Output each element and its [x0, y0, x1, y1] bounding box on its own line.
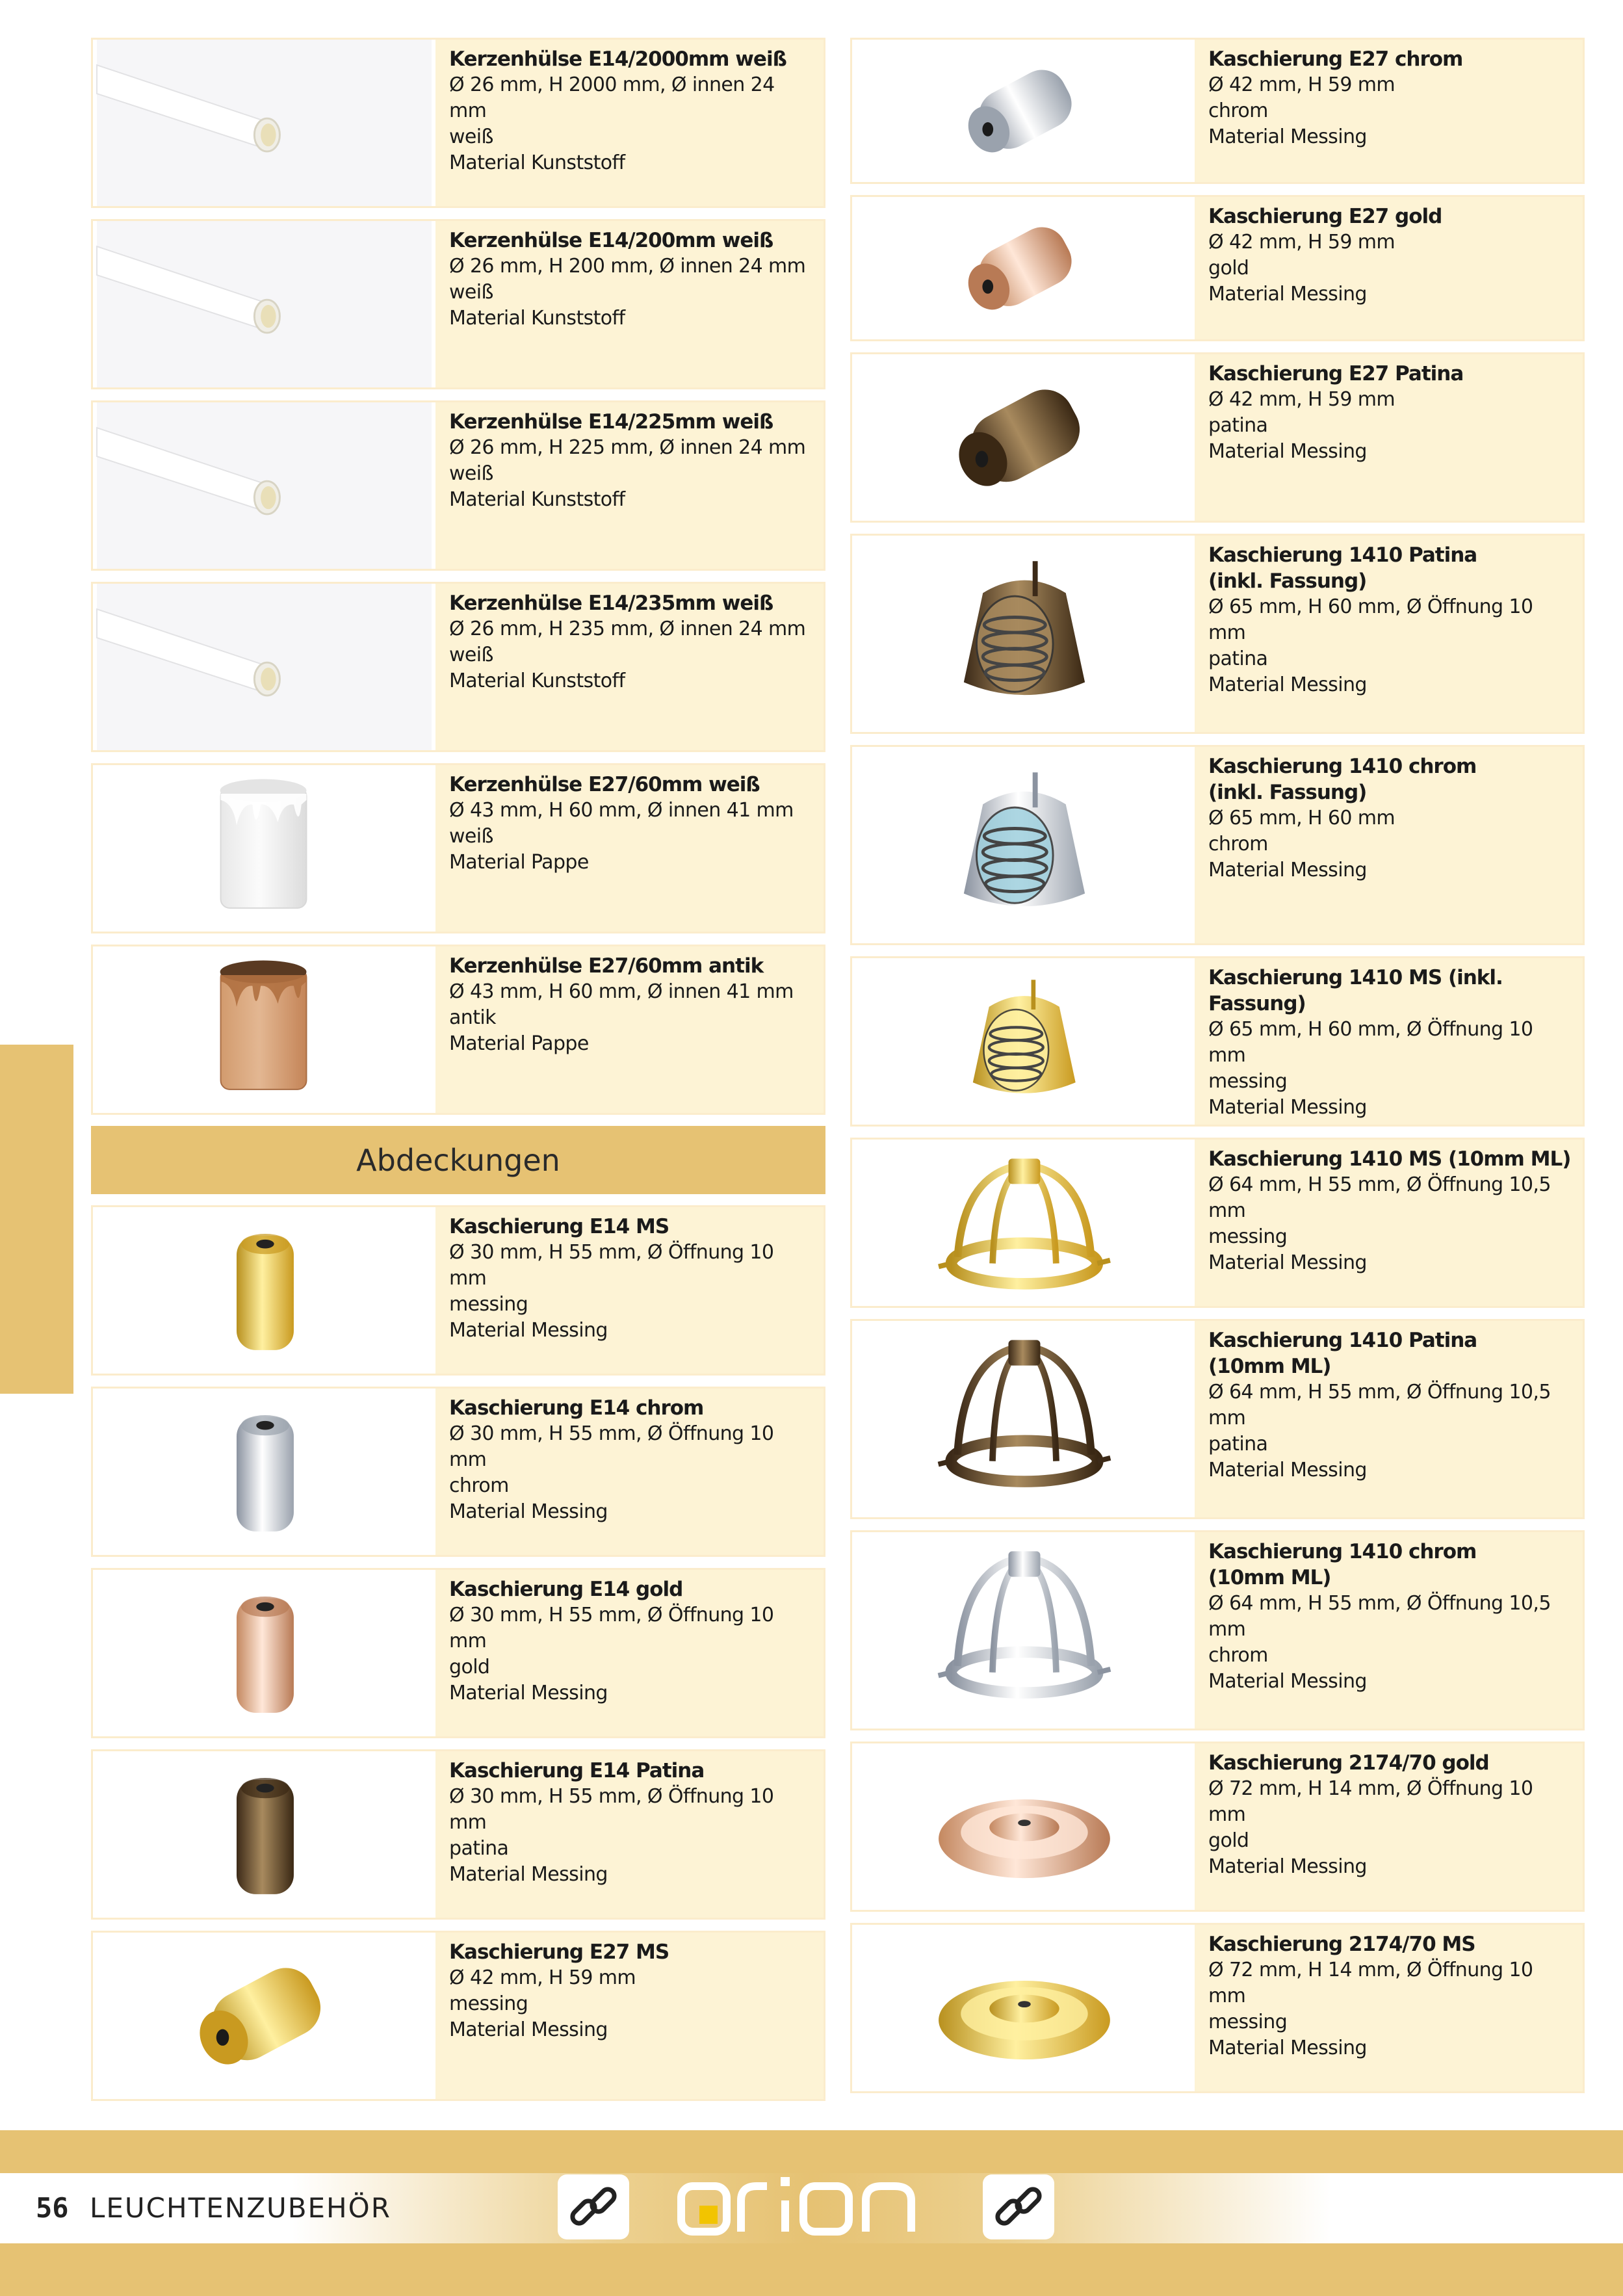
product-image [852, 1532, 1195, 1729]
product-material: Material Kunststoff [449, 151, 625, 174]
footer-band-top [0, 2130, 1623, 2173]
product-image [93, 1570, 435, 1736]
product-card [850, 38, 1585, 184]
product-details [1195, 536, 1583, 732]
product-image [852, 958, 1195, 1125]
product-title: Kaschierung 2174/70 gold [1208, 1751, 1489, 1775]
product-finish: messing [1208, 1225, 1288, 1248]
product-material: Material Messing [1208, 859, 1367, 881]
product-finish: chrom [1208, 99, 1268, 122]
product-finish: weiß [449, 281, 493, 304]
product-title-line2: (10mm ML) [1208, 1566, 1331, 1589]
product-material: Material Messing [1208, 673, 1367, 696]
product-material: Material Messing [449, 1500, 608, 1523]
product-finish: gold [1208, 1829, 1249, 1852]
product-material: Material Messing [449, 1319, 608, 1342]
product-image [852, 1321, 1195, 1517]
product-details [435, 40, 824, 206]
product-image [93, 1207, 435, 1374]
product-finish: weiß [449, 462, 493, 485]
product-card [850, 534, 1585, 734]
product-dimensions: Ø 42 mm, H 59 mm [1208, 388, 1396, 411]
product-dimensions: Ø 72 mm, H 14 mm, Ø Öffnung 10 mm [1208, 1959, 1533, 2007]
product-details [1195, 1140, 1583, 1306]
product-title: Kerzenhülse E14/200mm weiß [449, 229, 773, 252]
product-dimensions: Ø 42 mm, H 59 mm [449, 1966, 636, 1989]
product-title: Kaschierung E27 gold [1208, 205, 1442, 228]
product-details [1195, 958, 1583, 1125]
product-dimensions: Ø 26 mm, H 2000 mm, Ø innen 24 mm [449, 73, 775, 122]
product-image [852, 40, 1195, 182]
page-number: 56 [36, 2192, 69, 2224]
product-dimensions: Ø 42 mm, H 59 mm [1208, 73, 1396, 96]
product-card [91, 400, 825, 571]
product-dimensions: Ø 65 mm, H 60 mm, Ø Öffnung 10 mm [1208, 1018, 1533, 1067]
product-details [1195, 1321, 1583, 1517]
product-finish: chrom [1208, 833, 1268, 855]
product-material: Material Messing [1208, 1670, 1367, 1693]
product-finish: messing [449, 1293, 528, 1316]
side-tab-marker [0, 1045, 73, 1394]
product-finish: patina [1208, 647, 1268, 670]
product-finish: patina [449, 1837, 509, 1860]
product-details [435, 765, 805, 932]
product-details [435, 1570, 824, 1736]
product-details [435, 1207, 824, 1374]
product-title: Kaschierung E14 chrom [449, 1396, 704, 1420]
product-material: Material Kunststoff [449, 307, 625, 330]
product-material: Material Kunststoff [449, 670, 625, 692]
product-image [852, 354, 1195, 521]
product-dimensions: Ø 64 mm, H 55 mm, Ø Öffnung 10,5 mm [1208, 1592, 1551, 1641]
product-dimensions: Ø 65 mm, H 60 mm, Ø Öffnung 10 mm [1208, 595, 1533, 644]
product-material: Material Messing [1208, 2037, 1367, 2059]
product-image [93, 1751, 435, 1918]
product-details [1195, 747, 1488, 943]
product-finish: patina [1208, 1433, 1268, 1455]
product-finish: patina [1208, 414, 1268, 437]
product-image [852, 1925, 1195, 2091]
product-finish: chrom [1208, 1644, 1268, 1667]
product-dimensions: Ø 26 mm, H 200 mm, Ø innen 24 mm [449, 255, 806, 278]
product-title: Kaschierung 1410 Patina [1208, 1329, 1477, 1352]
product-finish: messing [1208, 1070, 1288, 1093]
product-material: Material Messing [1208, 1855, 1367, 1878]
product-title: Kaschierung 1410 chrom [1208, 1540, 1477, 1563]
product-image [93, 1389, 435, 1555]
product-title-line2: (10mm ML) [1208, 1355, 1331, 1378]
product-title-line2: (inkl. Fassung) [1208, 569, 1367, 593]
product-dimensions: Ø 26 mm, H 235 mm, Ø innen 24 mm [449, 618, 806, 640]
product-title: Kerzenhülse E27/60mm antik [449, 954, 764, 978]
product-dimensions: Ø 30 mm, H 55 mm, Ø Öffnung 10 mm [449, 1604, 774, 1652]
product-details [1195, 1532, 1583, 1729]
product-material: Material Messing [1208, 1459, 1367, 1481]
product-image [93, 221, 435, 387]
product-image [93, 402, 435, 569]
product-card [91, 1568, 825, 1738]
product-details [435, 1389, 824, 1555]
product-details [435, 946, 805, 1113]
product-card [91, 1205, 825, 1376]
product-dimensions: Ø 30 mm, H 55 mm, Ø Öffnung 10 mm [449, 1785, 774, 1834]
product-title: Kaschierung 1410 chrom [1208, 755, 1477, 778]
product-title: Kerzenhülse E14/235mm weiß [449, 592, 773, 615]
product-card [850, 1742, 1585, 1912]
footer-section-title: LEUCHTENZUBEHÖR [90, 2192, 391, 2224]
product-details [435, 221, 817, 387]
orion-logo [676, 2174, 942, 2239]
product-image [93, 584, 435, 750]
product-card [850, 1138, 1585, 1308]
product-material: Material Pappe [449, 1032, 589, 1055]
product-title: Kaschierung 1410 MS (inkl. Fassung) [1208, 966, 1503, 1015]
product-title: Kaschierung 1410 Patina [1208, 543, 1477, 567]
product-finish: antik [449, 1006, 496, 1029]
product-finish: weiß [449, 125, 493, 148]
product-details [1195, 1925, 1583, 2091]
product-dimensions: Ø 64 mm, H 55 mm, Ø Öffnung 10,5 mm [1208, 1381, 1551, 1429]
product-dimensions: Ø 64 mm, H 55 mm, Ø Öffnung 10,5 mm [1208, 1173, 1551, 1222]
product-card [850, 195, 1585, 341]
product-material: Material Messing [1208, 1096, 1367, 1119]
left-column [91, 38, 825, 2112]
product-details [1195, 40, 1474, 182]
chain-link-icon [558, 2174, 629, 2239]
product-image [93, 40, 435, 206]
product-title: Kaschierung 2174/70 MS [1208, 1933, 1475, 1956]
product-dimensions: Ø 42 mm, H 59 mm [1208, 231, 1396, 254]
product-material: Material Messing [449, 1863, 608, 1886]
product-details [435, 584, 817, 750]
product-card [91, 582, 825, 752]
product-finish: chrom [449, 1474, 509, 1497]
product-material: Material Pappe [449, 851, 589, 874]
product-card [850, 352, 1585, 523]
product-image [852, 1743, 1195, 1910]
product-title: Kaschierung 1410 MS (10mm ML) [1208, 1147, 1571, 1171]
section-header: Abdeckungen [91, 1126, 825, 1194]
product-title: Kerzenhülse E27/60mm weiß [449, 773, 760, 796]
product-card [91, 763, 825, 933]
product-title: Kaschierung E27 MS [449, 1940, 669, 1964]
product-details [1195, 197, 1453, 339]
product-finish: weiß [449, 644, 493, 666]
product-image [852, 197, 1195, 339]
product-details [435, 402, 817, 569]
product-title: Kaschierung E27 Patina [1208, 362, 1464, 385]
product-card [850, 1923, 1585, 2093]
product-card [850, 745, 1585, 945]
product-dimensions: Ø 43 mm, H 60 mm, Ø innen 41 mm [449, 799, 794, 822]
product-title-line2: (inkl. Fassung) [1208, 781, 1367, 804]
chain-link-icon [983, 2174, 1054, 2239]
product-title: Kaschierung E14 Patina [449, 1759, 705, 1782]
product-material: Material Kunststoff [449, 488, 625, 511]
product-details [1195, 354, 1475, 521]
product-finish: gold [449, 1656, 490, 1678]
product-details [435, 1933, 681, 2099]
product-finish: gold [1208, 257, 1249, 280]
product-image [93, 765, 435, 932]
product-finish: messing [449, 1992, 528, 2015]
product-dimensions: Ø 43 mm, H 60 mm, Ø innen 41 mm [449, 980, 794, 1003]
product-card [91, 1749, 825, 1920]
product-title: Kaschierung E27 chrom [1208, 47, 1463, 71]
product-card [91, 945, 825, 1115]
product-title: Kaschierung E14 gold [449, 1578, 683, 1601]
product-image [852, 1140, 1195, 1306]
product-details [1195, 1743, 1583, 1910]
product-image [852, 536, 1195, 732]
product-card [91, 38, 825, 208]
right-column [850, 38, 1585, 2104]
product-material: Material Messing [1208, 283, 1367, 306]
product-card [91, 1931, 825, 2101]
product-title: Kaschierung E14 MS [449, 1215, 669, 1238]
product-material: Material Messing [1208, 1251, 1367, 1274]
product-image [852, 747, 1195, 943]
product-material: Material Messing [1208, 125, 1367, 148]
footer-band-bottom [0, 2243, 1623, 2296]
product-material: Material Messing [449, 2018, 608, 2041]
product-card [91, 219, 825, 389]
product-dimensions: Ø 26 mm, H 225 mm, Ø innen 24 mm [449, 436, 806, 459]
product-finish: weiß [449, 825, 493, 848]
product-title: Kerzenhülse E14/225mm weiß [449, 410, 773, 434]
product-details [435, 1751, 824, 1918]
product-material: Material Messing [1208, 440, 1367, 463]
product-finish: messing [1208, 2011, 1288, 2033]
product-card [91, 1387, 825, 1557]
product-card [850, 1530, 1585, 1730]
product-image [93, 946, 435, 1113]
product-card [850, 956, 1585, 1127]
product-material: Material Messing [449, 1682, 608, 1704]
product-image [93, 1933, 435, 2099]
product-dimensions: Ø 72 mm, H 14 mm, Ø Öffnung 10 mm [1208, 1777, 1533, 1826]
product-card [850, 1319, 1585, 1519]
product-dimensions: Ø 65 mm, H 60 mm [1208, 807, 1396, 829]
product-dimensions: Ø 30 mm, H 55 mm, Ø Öffnung 10 mm [449, 1241, 774, 1290]
product-title: Kerzenhülse E14/2000mm weiß [449, 47, 786, 71]
product-dimensions: Ø 30 mm, H 55 mm, Ø Öffnung 10 mm [449, 1422, 774, 1471]
